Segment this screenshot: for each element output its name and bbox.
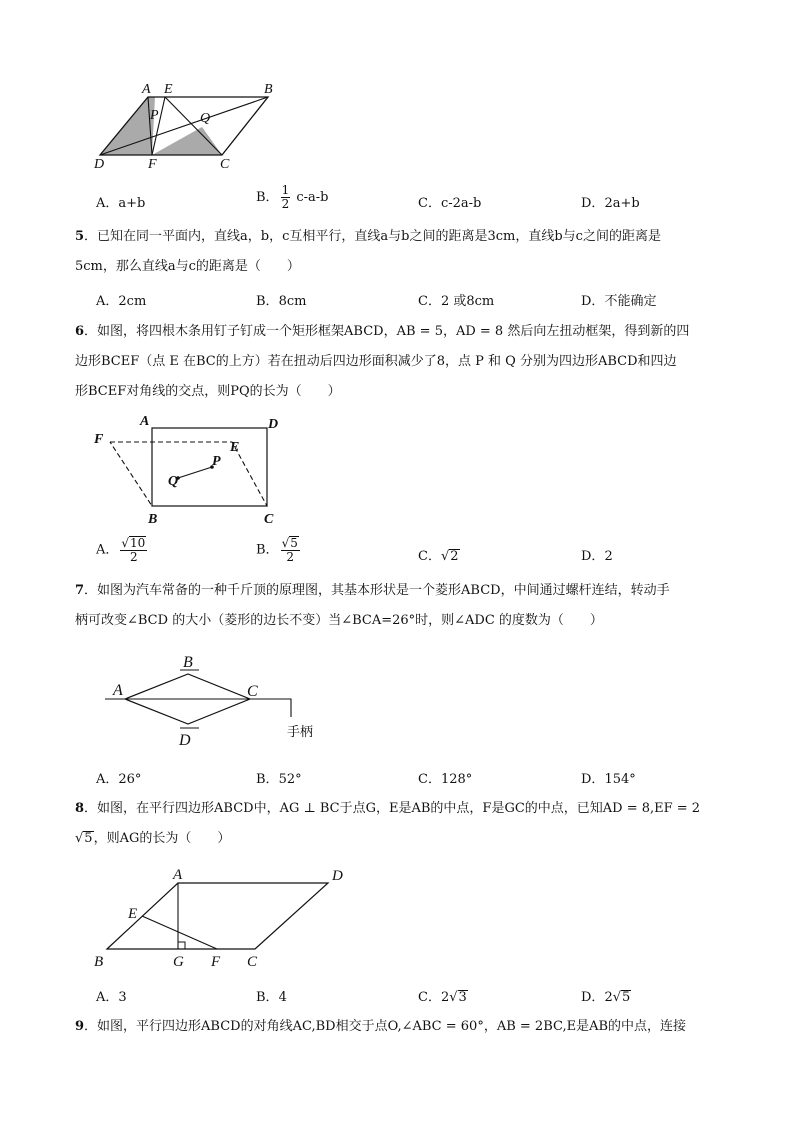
- q8-option-b[interactable]: B．4: [256, 990, 287, 1005]
- label-P: P: [150, 108, 159, 123]
- q6-option-b[interactable]: B． $\frac{√5}{2}$: [256, 536, 298, 564]
- q5-option-d[interactable]: D．不能确定: [581, 294, 657, 309]
- q8-option-c[interactable]: C．2√3: [418, 990, 467, 1005]
- fraction: $\frac{1}{2}$: [281, 183, 290, 211]
- figure-q6-rectangle: [90, 410, 290, 530]
- q5-option-b[interactable]: B．8cm: [256, 294, 307, 309]
- label-E: E: [230, 440, 240, 455]
- label-B: B: [94, 954, 104, 970]
- q4-option-c[interactable]: C．c-2a-b: [418, 196, 482, 211]
- label-A: A: [113, 682, 123, 699]
- q6-option-d[interactable]: D．2: [581, 549, 613, 564]
- label-F: F: [211, 954, 221, 970]
- figure-q4-parallelogram: [90, 82, 290, 172]
- q4-option-a[interactable]: A．a+b: [96, 196, 146, 211]
- label-C: C: [247, 683, 258, 700]
- question-7: [75, 576, 715, 636]
- q8-line-1: 8．如图，在平行四边形ABCD中，AG ⊥ BC于点G，E是AB的中点，F是GC的中点，已知AD = 8,EF = 2: [75, 801, 701, 816]
- label-B: B: [183, 654, 193, 671]
- q4-option-d[interactable]: D．2a+b: [581, 196, 640, 211]
- label-C: C: [247, 954, 258, 970]
- q7-line-1: 7．如图为汽车常备的一种千斤顶的原理图，其基本形状是一个菱形ABCD，中间通过螺杆连结，转动手: [75, 583, 670, 598]
- q7-line-2: 柄可改变∠BCD 的大小（菱形的边长不变）当∠BCA=26°时，则∠ADC 的度数为（ ）: [75, 613, 603, 628]
- label-F: F: [148, 157, 157, 172]
- q5-line-1: 5．已知在同一平面内，直线a，b，c互相平行，直线a与b之间的距离是3cm，直线b与c之间的距离是: [75, 229, 661, 244]
- q6-option-a[interactable]: A． $\frac{√10}{2}$: [96, 536, 146, 564]
- q7-option-a[interactable]: A．26°: [96, 772, 142, 787]
- label-F: F: [94, 432, 104, 447]
- fraction: $\frac{√5}{2}$: [281, 536, 298, 564]
- label-P: P: [212, 454, 221, 469]
- label-A: A: [142, 82, 151, 97]
- label-A: A: [173, 867, 183, 883]
- label-D: D: [268, 417, 279, 432]
- question-9: [75, 1012, 715, 1042]
- q7-option-c[interactable]: C．128°: [418, 772, 473, 787]
- q6-line-1: 6．如图，将四根木条用钉子钉成一个矩形框架ABCD，AB = 5，AD = 8 然后向左扭动框架，得到新的四: [75, 324, 690, 339]
- figure-q8-parallelogram: [90, 864, 360, 974]
- q8-option-d[interactable]: D．2√5: [581, 990, 631, 1005]
- label-C: C: [220, 157, 230, 172]
- question-6: [75, 317, 715, 407]
- q8-option-a[interactable]: A．3: [96, 990, 127, 1005]
- label-D: D: [332, 868, 343, 884]
- label-E: E: [164, 82, 173, 97]
- label-A: A: [140, 414, 150, 429]
- label-D: D: [94, 157, 105, 172]
- label-D: D: [179, 732, 191, 749]
- fraction: $\frac{√10}{2}$: [121, 536, 146, 564]
- q6-option-c[interactable]: C．√2: [418, 549, 459, 564]
- q8-line-2: √5，则AG的长为（ ）: [75, 831, 231, 846]
- question-5: [75, 222, 715, 282]
- q4-option-b[interactable]: B． $\frac{1}{2}$ c-a-b: [256, 183, 329, 211]
- q9-line-1: 9．如图，平行四边形ABCD的对角线AC,BD相交于点O,∠ABC = 60°，AB = 2BC,E是AB的中点，连接: [75, 1019, 687, 1034]
- q6-line-3: 形BCEF对角线的交点，则PQ的长为（ ）: [75, 384, 341, 399]
- q7-option-b[interactable]: B．52°: [256, 772, 302, 787]
- q6-line-2: 边形BCEF（点 E 在BC的上方）若在扭动后四边形面积减少了8，点 P 和 Q 分别为四边形ABCD和四边: [75, 354, 677, 369]
- label-E: E: [128, 906, 138, 922]
- label-G: G: [173, 954, 184, 970]
- label-B: B: [148, 512, 158, 527]
- figure-q7-jack: [95, 650, 335, 750]
- label-Q: Q: [200, 111, 211, 126]
- question-8: [75, 794, 715, 854]
- label-C: C: [264, 512, 274, 527]
- q5-line-2: 5cm，那么直线a与c的距离是（ ）: [75, 259, 300, 274]
- q5-option-c[interactable]: C．2 或8cm: [418, 294, 495, 309]
- label-Q: Q: [168, 474, 179, 489]
- q5-option-a[interactable]: A．2cm: [96, 294, 147, 309]
- q7-option-d[interactable]: D．154°: [581, 772, 636, 787]
- handle-label: 手柄: [287, 725, 314, 740]
- label-B: B: [264, 82, 273, 97]
